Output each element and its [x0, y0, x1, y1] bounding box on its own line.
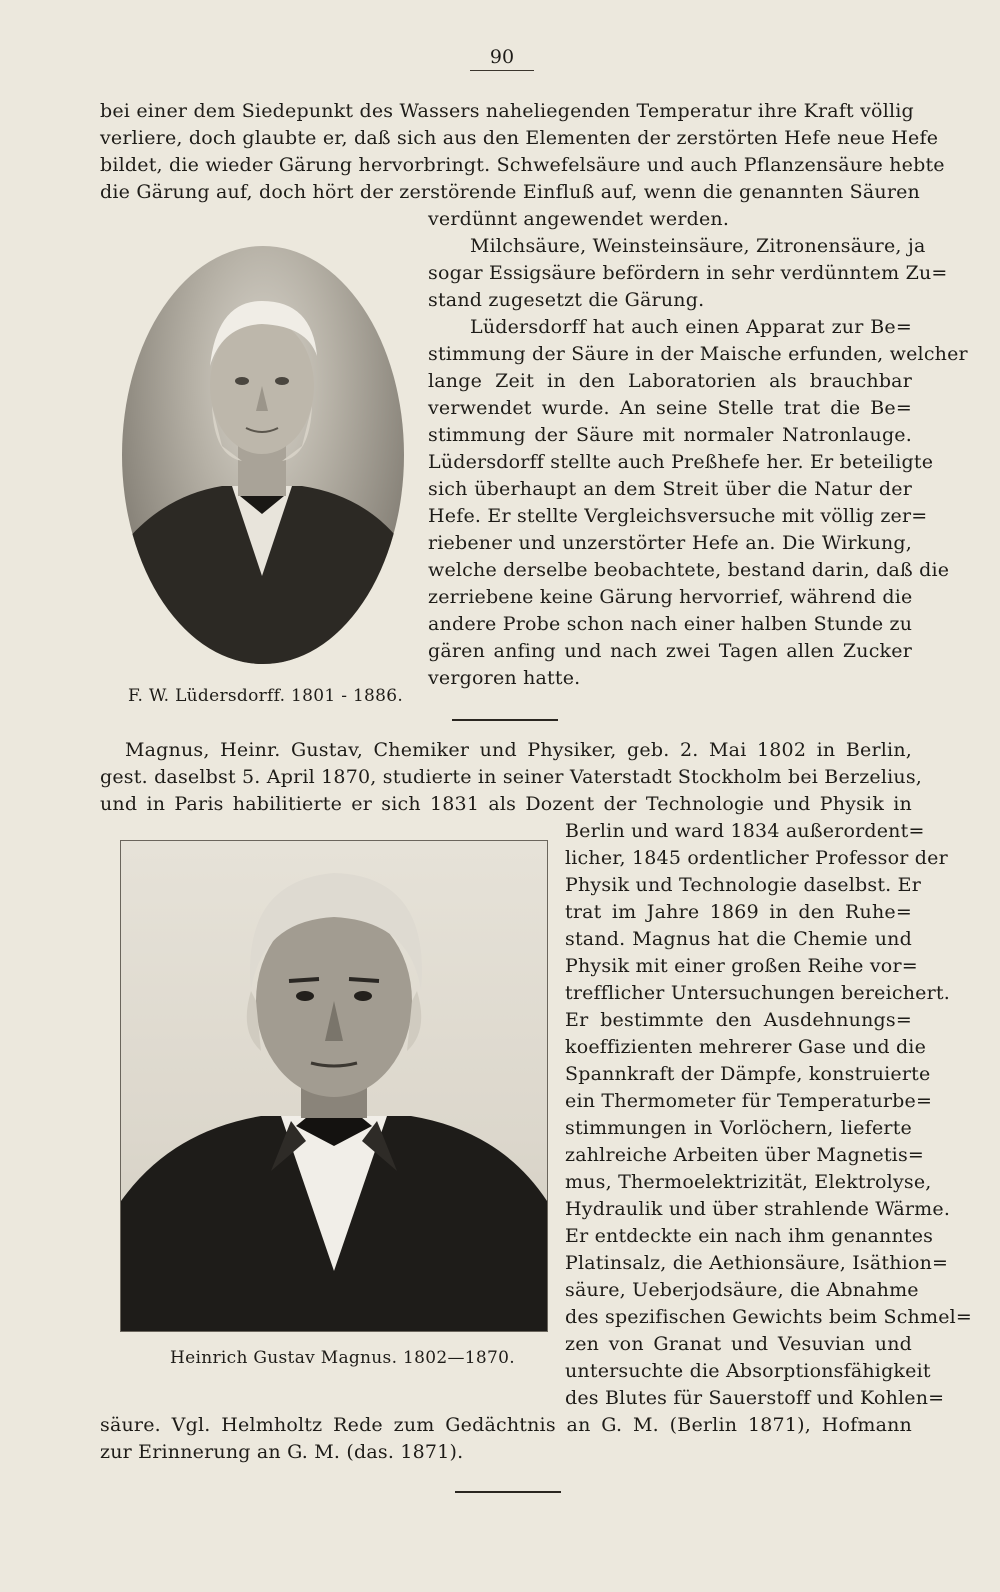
- body-line: Lüdersdorff hat auch einen Apparat zur Be=: [470, 316, 912, 338]
- body-line: Er entdeckte ein nach ihm genanntes: [565, 1225, 934, 1247]
- body-line: Hydraulik und über strahlende Wärme.: [565, 1198, 951, 1220]
- body-line: Physik mit einer großen Reihe vor=: [565, 955, 918, 977]
- body-line: Physik und Technologie daselbst. Er: [565, 874, 921, 896]
- body-line: stand zugesetzt die Gärung.: [428, 289, 705, 311]
- body-line: trat im Jahre 1869 in den Ruhe=: [565, 901, 912, 923]
- body-line: stimmung der Säure mit normaler Natronlauge.: [428, 424, 912, 446]
- body-line: riebener und unzerstörter Hefe an. Die Wirkung,: [428, 532, 912, 554]
- body-line: verdünnt angewendet werden.: [428, 208, 730, 230]
- body-line: Spannkraft der Dämpfe, konstruierte: [565, 1063, 931, 1085]
- portrait-magnus-illustration: [121, 841, 547, 1331]
- body-line: zerriebene keine Gärung hervorrief, während die: [428, 586, 913, 608]
- portrait-caption: F. W. Lüdersdorff. 1801 - 1886.: [128, 686, 404, 706]
- body-line: welche derselbe beobachtete, bestand darin, daß die: [428, 559, 950, 581]
- body-line: zahlreiche Arbeiten über Magnetis=: [565, 1144, 925, 1166]
- body-line: zur Erinnerung an G. M. (das. 1871).: [100, 1441, 464, 1463]
- body-line: zen von Granat und Vesuvian und: [565, 1333, 912, 1355]
- body-line: koeffizienten mehrerer Gase und die: [565, 1036, 927, 1058]
- body-line: des Blutes für Sauerstoff und Kohlen=: [565, 1387, 945, 1409]
- body-line: gären anfing und nach zwei Tagen allen Zucker: [428, 640, 912, 662]
- body-line: bei einer dem Siedepunkt des Wassers naheliegenden Temperatur ihre Kraft völlig: [100, 100, 914, 122]
- body-line: Lüdersdorff stellte auch Preßhefe her. Er beteiligte: [428, 451, 934, 473]
- body-line: ein Thermometer für Temperaturbe=: [565, 1090, 933, 1112]
- body-line: bildet, die wieder Gärung hervorbringt. Schwefelsäure und auch Pflanzensäure hebte: [100, 154, 945, 176]
- body-line: Berlin und ward 1834 außerordent=: [565, 820, 925, 842]
- body-line: des spezifischen Gewichts beim Schmel=: [565, 1306, 973, 1328]
- body-line: stimmungen in Vorlöchern, lieferte: [565, 1117, 912, 1139]
- body-line: Platinsalz, die Aethionsäure, Isäthion=: [565, 1252, 949, 1274]
- body-line: verwendet wurde. An seine Stelle trat die Be=: [428, 397, 912, 419]
- body-line: sogar Essigsäure befördern in sehr verdünntem Zu=: [428, 262, 948, 284]
- body-line: andere Probe schon nach einer halben Stunde zu: [428, 613, 913, 635]
- body-line: säure. Vgl. Helmholtz Rede zum Gedächtnis an G. M. (Berlin 1871), Hofmann: [100, 1414, 912, 1436]
- body-line: gest. daselbst 5. April 1870, studierte in seiner Vaterstadt Stockholm bei Berzelius,: [100, 766, 923, 788]
- body-line: die Gärung auf, doch hört der zerstörende Einfluß auf, wenn die genannten Säuren: [100, 181, 920, 203]
- body-line: untersuchte die Absorptionsfähigkeit: [565, 1360, 931, 1382]
- body-line: verliere, doch glaubte er, daß sich aus den Elementen der zerstörten Hefe neue Hefe: [100, 127, 939, 149]
- entry-heading-line: Magnus, Heinr. Gustav, Chemiker und Physiker, geb. 2. Mai 1802 in Berlin,: [125, 739, 912, 761]
- body-line: Hefe. Er stellte Vergleichsversuche mit völlig zer=: [428, 505, 928, 527]
- body-line: lange Zeit in den Laboratorien als brauchbar: [428, 370, 912, 392]
- body-line: und in Paris habilitierte er sich 1831 als Dozent der Technologie und Physik in: [100, 793, 912, 815]
- portrait-magnus: [120, 840, 548, 1332]
- body-line: sich überhaupt an dem Streit über die Natur der: [428, 478, 912, 500]
- body-line: säure, Ueberjodsäure, die Abnahme: [565, 1279, 919, 1301]
- portrait-luedersdorff-illustration: [122, 246, 404, 664]
- body-line: vergoren hatte.: [428, 667, 581, 689]
- body-line: Milchsäure, Weinsteinsäure, Zitronensäure, ja: [470, 235, 926, 257]
- body-line: mus, Thermoelektrizität, Elektrolyse,: [565, 1171, 932, 1193]
- body-line: Er bestimmte den Ausdehnungs=: [565, 1009, 912, 1031]
- portrait-caption: Heinrich Gustav Magnus. 1802—1870.: [170, 1348, 515, 1368]
- section-divider: [455, 1491, 561, 1493]
- body-line: licher, 1845 ordentlicher Professor der: [565, 847, 948, 869]
- portrait-luedersdorff: [122, 246, 404, 664]
- body-line: stand. Magnus hat die Chemie und: [565, 928, 912, 950]
- body-line: trefflicher Untersuchungen bereichert.: [565, 982, 950, 1004]
- body-line: stimmung der Säure in der Maische erfunden, welcher: [428, 343, 968, 365]
- page-number: 90: [470, 46, 534, 71]
- section-divider: [452, 719, 558, 721]
